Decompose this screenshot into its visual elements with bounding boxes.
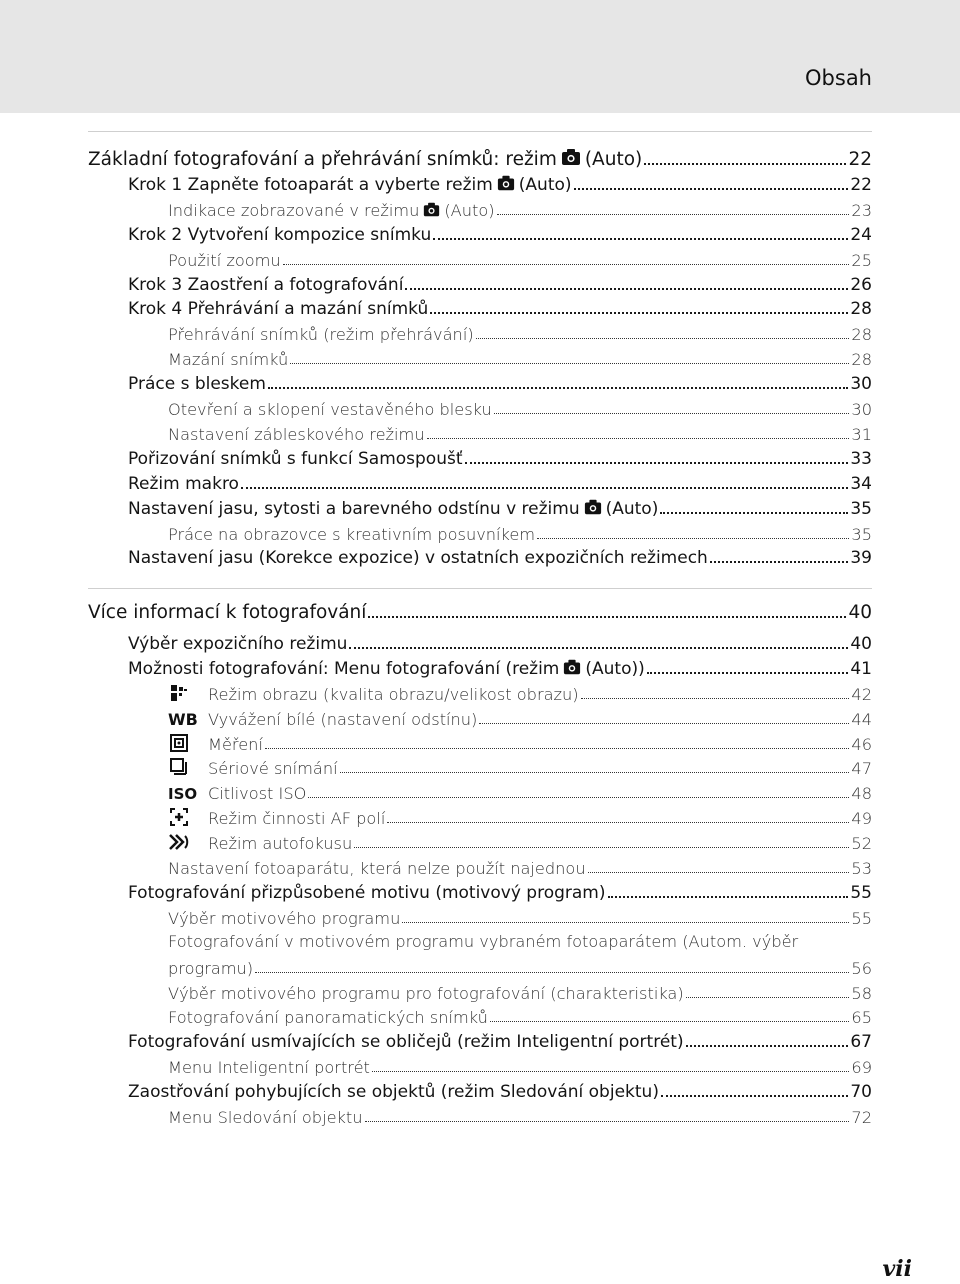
toc-leader-dots <box>644 163 846 165</box>
camera-auto-icon <box>563 658 581 676</box>
toc-page-number: 40 <box>850 633 872 654</box>
toc-page-number: 22 <box>850 174 872 195</box>
toc-entry-label: Mazání snímků <box>168 350 289 370</box>
toc-entry-label: Práce s bleskem <box>128 374 266 395</box>
toc-leader-dots <box>265 748 849 749</box>
toc-entry[interactable] <box>128 1077 872 1102</box>
toc-leader-dots <box>405 288 848 290</box>
toc-entry-label: Režim obrazu (kvalita obrazu/velikost obrazu) <box>208 684 579 704</box>
toc-page-number: 33 <box>850 448 872 469</box>
toc-entry[interactable] <box>208 803 872 828</box>
toc-page-number: 47 <box>851 759 872 779</box>
toc-page-number: 28 <box>851 325 872 345</box>
toc-page-number: 55 <box>850 882 872 903</box>
toc-leader-dots <box>268 387 848 389</box>
toc-leader-dots <box>372 1071 849 1072</box>
toc-page-number: 26 <box>850 274 872 295</box>
toc-entry[interactable] <box>128 494 872 519</box>
toc-page-number: 46 <box>851 734 872 754</box>
toc-entry[interactable] <box>128 294 872 319</box>
toc-entry[interactable] <box>168 519 872 544</box>
toc-leader-dots <box>479 723 849 724</box>
toc-page-number: 35 <box>851 524 872 544</box>
metering-icon <box>168 733 190 753</box>
toc-entry[interactable] <box>168 245 872 270</box>
toc-entry-label: Režim činnosti AF polí <box>208 809 386 829</box>
toc-page-number: 30 <box>850 374 872 395</box>
toc-page-number: 53 <box>851 859 872 878</box>
toc-leader-dots <box>427 438 850 439</box>
toc-page-number: 41 <box>850 658 872 679</box>
toc-entry[interactable] <box>208 704 872 729</box>
toc-leader-dots <box>340 772 850 773</box>
toc-leader-dots <box>647 672 849 674</box>
toc-entry-label: Fotografování usmívajících se obličejů (režim Inteligentní portrét) <box>128 1032 684 1053</box>
toc-entry[interactable] <box>128 170 872 195</box>
toc-entry-label: Zaostřování pohybujících se objektů (režim Sledování objektu) <box>128 1082 659 1103</box>
toc-page-number: 58 <box>851 983 872 1003</box>
toc-leader-dots <box>494 413 850 414</box>
toc-entry-label: Použití zoomu <box>168 250 281 270</box>
toc-entry-label: Měření <box>208 734 263 754</box>
toc-leader-dots <box>387 822 849 823</box>
toc-page-number: 48 <box>851 784 872 804</box>
toc-entry[interactable] <box>168 853 872 878</box>
toc-entry-label: Režim autofokusu <box>208 834 353 854</box>
toc-entry[interactable] <box>128 469 872 494</box>
toc-leader-dots <box>368 616 846 618</box>
toc-leader-dots <box>241 487 848 489</box>
toc-leader-dots <box>255 972 849 973</box>
toc-page-number: 70 <box>850 1082 872 1103</box>
toc-leader-dots <box>710 561 849 563</box>
toc-entry[interactable] <box>208 679 872 704</box>
camera-auto-icon <box>423 201 440 218</box>
toc-leader-dots <box>581 698 850 699</box>
toc-entry[interactable] <box>168 1052 872 1077</box>
toc-page-number: 42 <box>851 684 872 704</box>
toc-page-number: 44 <box>851 709 872 729</box>
autofocus-icon <box>168 832 190 852</box>
camera-auto-icon <box>584 498 602 516</box>
toc-page-number: 30 <box>851 400 872 419</box>
toc-page-number: 67 <box>850 1032 872 1053</box>
camera-auto-icon <box>561 147 581 167</box>
toc-entry-label: Krok 4 Přehrávání a mazání snímků <box>128 299 429 320</box>
toc-leader-dots <box>497 214 850 215</box>
toc-entry-label: Nastavení zábleskového režimu <box>168 424 425 444</box>
toc-leader-dots <box>365 1121 850 1122</box>
toc-page-number: 39 <box>850 548 872 569</box>
toc-entry[interactable] <box>168 419 872 444</box>
toc-entry-label: Nastavení jasu, sytosti a barevného odstínu v režimu (Auto) <box>128 498 659 519</box>
toc-entry[interactable] <box>128 543 872 568</box>
toc-chapter-entry[interactable] <box>88 598 872 623</box>
toc-entry[interactable] <box>168 903 872 928</box>
toc-leader-dots <box>433 238 848 240</box>
image-mode-icon <box>168 683 190 703</box>
toc-entry-label: Přehrávání snímků (režim přehrávání) <box>168 325 474 345</box>
section-divider <box>88 131 872 132</box>
toc-entry-label: programu) <box>168 958 254 978</box>
toc-page-number: 23 <box>851 200 872 220</box>
toc-entry-label: Sériové snímání <box>208 759 338 779</box>
toc-page-number: 69 <box>851 1058 872 1078</box>
toc-entry-text-line: Fotografování v motivovém programu vybraném fotoaparátem (Autom. výběr <box>168 931 799 951</box>
toc-entry-label: Režim makro <box>128 473 239 494</box>
toc-chapter-entry[interactable] <box>88 145 872 170</box>
page-title: Obsah <box>805 66 872 90</box>
section-divider <box>88 588 872 589</box>
toc-entry[interactable] <box>168 953 872 978</box>
toc-leader-dots <box>349 647 848 649</box>
toc-page-number: 31 <box>851 424 872 444</box>
toc-leader-dots <box>354 847 849 848</box>
svg-text:WB: WB <box>168 709 198 729</box>
toc-entry[interactable] <box>168 1102 872 1127</box>
white-balance-icon <box>168 708 198 729</box>
toc-entry[interactable] <box>168 978 872 1003</box>
header-band <box>0 0 960 113</box>
toc-leader-dots <box>402 922 849 923</box>
toc-entry-label: Nastavení jasu (Korekce expozice) v ostatních expozičních režimech <box>128 548 708 569</box>
toc-entry-label: Vyvážení bílé (nastavení odstínu) <box>208 709 478 729</box>
continuous-icon <box>168 757 190 777</box>
toc-page-number: 49 <box>851 809 872 829</box>
toc-entry-label: Možnosti fotografování: Menu fotografování (režim (Auto)) <box>128 658 645 679</box>
toc-entry[interactable] <box>208 828 872 853</box>
toc-entry[interactable] <box>128 654 872 679</box>
toc-entry-label: Více informací k fotografování <box>88 602 367 623</box>
toc-entry-label: Indikace zobrazované v režimu (Auto) <box>168 200 495 220</box>
toc-leader-dots <box>537 538 849 539</box>
toc-entry-label: Výběr motivového programu <box>168 908 401 928</box>
toc-page-number: 65 <box>851 1008 872 1028</box>
toc-entry-label: Otevření a sklopení vestavěného blesku <box>168 400 492 419</box>
toc-entry[interactable] <box>128 629 872 654</box>
toc-page-number: 55 <box>851 908 872 928</box>
toc-entry-label: Citlivost ISO <box>208 784 307 804</box>
toc-entry[interactable] <box>208 753 872 778</box>
toc-leader-dots <box>661 1095 848 1097</box>
toc-entry[interactable] <box>168 1002 872 1027</box>
toc-page-number: 52 <box>851 834 872 854</box>
toc-entry-label: Výběr motivového programu pro fotografování (charakteristika) <box>168 983 684 1003</box>
camera-auto-icon <box>497 174 515 192</box>
toc-entry-label: Základní fotografování a přehrávání snímků: režim (Auto) <box>88 149 643 170</box>
toc-entry[interactable] <box>168 394 872 419</box>
toc-page-number: 40 <box>848 602 872 623</box>
toc-entry[interactable] <box>128 444 872 469</box>
toc-entry-label: Práce na obrazovce s kreativním posuvníkem <box>168 524 536 544</box>
toc-entry-label: Krok 3 Zaostření a fotografování <box>128 274 404 295</box>
toc-page-number: 22 <box>848 149 872 170</box>
svg-text:ISO: ISO <box>168 785 198 804</box>
toc-leader-dots <box>465 462 849 464</box>
toc-page-number: 72 <box>851 1108 872 1127</box>
toc-page-number: 35 <box>850 498 872 519</box>
toc-entry[interactable] <box>128 220 872 245</box>
toc-leader-dots <box>490 1021 849 1022</box>
toc-page-number: 28 <box>850 299 872 320</box>
toc-leader-dots <box>588 872 850 873</box>
toc-entry[interactable] <box>128 878 872 903</box>
toc-entry-label: Pořizování snímků s funkcí Samospoušť <box>128 448 463 469</box>
toc-entry-label: Výběr expozičního režimu <box>128 633 348 654</box>
toc-entry-label: Menu Sledování objektu <box>168 1108 363 1127</box>
toc-page-number: 34 <box>850 473 872 494</box>
toc-page-number: 56 <box>851 958 872 978</box>
toc-entry[interactable] <box>208 778 872 803</box>
toc-entry-label: Fotografování přizpůsobené motivu (motivový program) <box>128 882 606 903</box>
toc-leader-dots <box>476 338 850 339</box>
iso-icon <box>168 782 198 804</box>
toc-leader-dots <box>290 363 849 364</box>
toc-leader-dots <box>660 512 848 514</box>
toc-entry-label: Nastavení fotoaparátu, která nelze použít najednou <box>168 859 586 878</box>
toc-entry-label: Krok 1 Zapněte fotoaparát a vyberte režim (Auto) <box>128 174 572 195</box>
toc-leader-dots <box>308 797 849 798</box>
toc-entry[interactable] <box>128 1027 872 1052</box>
toc-entry[interactable] <box>208 729 872 754</box>
toc-entry[interactable] <box>128 369 872 394</box>
toc-entry-label: Fotografování panoramatických snímků <box>168 1008 488 1028</box>
toc-leader-dots <box>686 997 850 998</box>
toc-leader-dots <box>608 896 849 898</box>
toc-leader-dots <box>574 188 849 190</box>
toc-leader-dots <box>430 312 848 314</box>
toc-page-number: 28 <box>851 350 872 370</box>
page-number: vii <box>882 1256 912 1282</box>
toc-entry[interactable] <box>168 319 872 344</box>
toc-page-number: 25 <box>851 250 872 270</box>
af-area-icon <box>168 807 190 827</box>
toc-entry[interactable] <box>168 195 872 220</box>
toc-leader-dots <box>686 1045 849 1047</box>
toc-entry[interactable] <box>128 270 872 295</box>
toc-entry[interactable] <box>168 344 872 369</box>
toc-page-number: 24 <box>850 224 872 245</box>
toc-leader-dots <box>283 264 850 265</box>
toc-entry-label: Menu Inteligentní portrét <box>168 1058 370 1078</box>
toc-entry-label: Krok 2 Vytvoření kompozice snímku <box>128 224 432 245</box>
